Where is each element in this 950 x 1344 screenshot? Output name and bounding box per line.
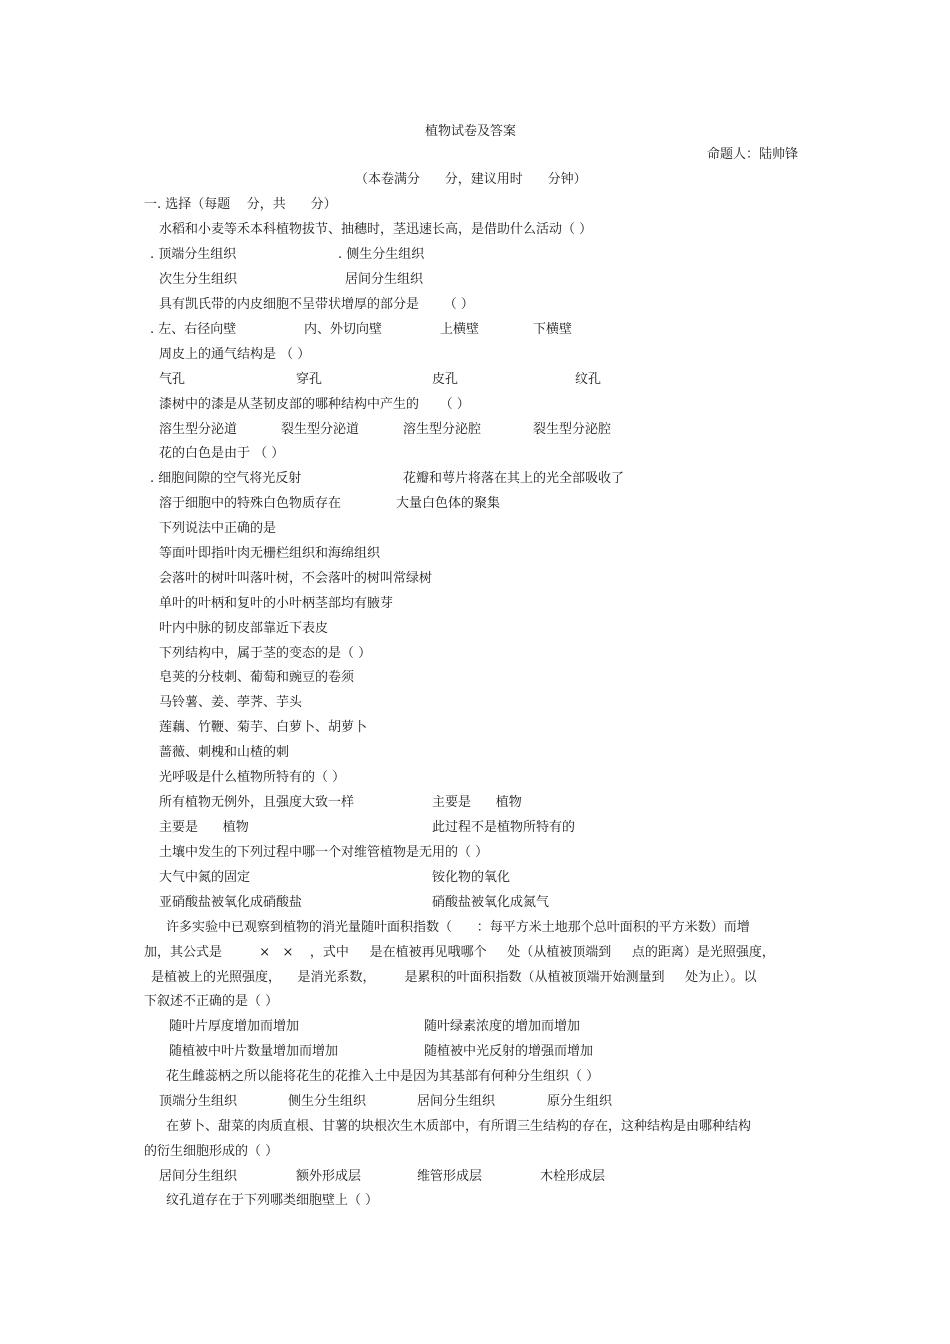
question-stem: 下列说法中正确的是 <box>159 521 277 536</box>
question-stem: 花的白色是由于 （ ） <box>159 446 285 461</box>
option-a: 顶端分生组织 <box>159 1094 238 1109</box>
question-stem-line: 下叙述不正确的是（ ） <box>144 994 279 1009</box>
option-d: 纹孔 <box>575 372 602 387</box>
option-d: 大量白色体的聚集 <box>396 496 501 511</box>
document-title: 植物试卷及答案 <box>425 124 517 139</box>
option-d: 随植被中光反射的增强而增加 <box>424 1044 594 1059</box>
option-a: 大气中氮的固定 <box>159 870 251 885</box>
option-c: 主要是 植物 <box>159 820 249 835</box>
question-stem: 水稻和小麦等禾本科植物拔节、抽穗时，茎迅速长高，是借助什么活动（ ） <box>159 222 593 237</box>
option-b: 侧生分生组织 <box>288 1094 367 1109</box>
option-c: 上横壁 <box>440 322 480 337</box>
option-d: 裂生型分泌腔 <box>533 422 612 437</box>
option-a: 皂荚的分枝刺、葡萄和豌豆的卷须 <box>159 670 355 685</box>
question-stem: 周皮上的通气结构是 （ ） <box>159 347 311 362</box>
option-a: . 顶端分生组织 <box>150 247 237 262</box>
option-b: 会落叶的树叶叫落叶树，不会落叶的树叫常绿树 <box>159 571 433 586</box>
question-stem: 漆树中的漆是从茎韧皮部的哪种结构中产生的 （ ） <box>159 397 470 412</box>
option-c: 次生分生组织 <box>159 272 238 287</box>
option-b: 花瓣和萼片将落在其上的光全部吸收了 <box>403 471 625 486</box>
option-a: 居间分生组织 <box>159 1169 238 1184</box>
option-a: 所有植物无例外，且强度大致一样 <box>159 795 355 810</box>
option-a: . 左、右径向壁 <box>150 322 237 337</box>
option-a: . 细胞间隙的空气将光反射 <box>150 471 302 486</box>
question-stem-line: 是植被上的光照强度， 是消光系数， 是累积的叶面积指数（从植被顶端开始测量到 处为止）。以 <box>151 970 757 985</box>
option-b: 随叶绿素浓度的增加而增加 <box>424 1019 581 1034</box>
option-b: 马铃薯、姜、荸荠、芋头 <box>159 695 303 710</box>
option-c: 亚硝酸盐被氧化成硝酸盐 <box>159 895 303 910</box>
option-c: 皮孔 <box>432 372 459 387</box>
question-stem: 光呼吸是什么植物所特有的（ ） <box>159 770 346 785</box>
option-d: 硝酸盐被氧化成氮气 <box>432 895 550 910</box>
option-d: 叶内中脉的韧皮部靠近下表皮 <box>159 621 329 636</box>
option-d: 木栓形成层 <box>540 1169 606 1184</box>
author-line: 命题人：陆帅锋 <box>707 147 799 162</box>
question-stem-line: 在萝卜、甜菜的肉质直根、甘薯的块根次生木质部中，有所谓三生结构的存在，这种结构是由哪种结构 <box>166 1119 752 1134</box>
option-d: 居间分生组织 <box>345 272 424 287</box>
option-b: 铵化物的氧化 <box>432 870 511 885</box>
option-a: 溶生型分泌道 <box>159 422 238 437</box>
question-stem: 土壤中发生的下列过程中哪一个对维管植物是无用的（ ） <box>159 845 489 860</box>
option-a: 随叶片厚度增加而增加 <box>169 1019 300 1034</box>
option-b: . 侧生分生组织 <box>338 247 425 262</box>
option-b: 主要是 植物 <box>432 795 522 810</box>
option-d: 此过程不是植物所特有的 <box>432 820 576 835</box>
question-stem: 下列结构中，属于茎的变态的是（ ） <box>159 646 372 661</box>
section-heading: 一. 选择（每题 分，共 分） <box>144 197 337 212</box>
option-c: 溶于细胞中的特殊白色物质存在 <box>159 496 342 511</box>
option-a: 等面叶即指叶肉无栅栏组织和海绵组织 <box>159 546 381 561</box>
question-stem: 具有凯氏带的内皮细胞不呈带状增厚的部分是 （ ） <box>159 297 474 312</box>
option-c: 单叶的叶柄和复叶的小叶柄茎部均有腋芽 <box>159 596 394 611</box>
option-b: 内、外切向壁 <box>304 322 383 337</box>
option-b: 裂生型分泌道 <box>281 422 360 437</box>
option-b: 穿孔 <box>296 372 323 387</box>
option-b: 额外形成层 <box>296 1169 362 1184</box>
option-c: 溶生型分泌腔 <box>403 422 482 437</box>
question-stem-line: 许多实验中已观察到植物的消光量随叶面积指数（ ：每平方米土地那个总叶面积的平方米数）而增 <box>166 920 750 935</box>
option-d: 下横壁 <box>533 322 573 337</box>
question-stem-line: 的衍生细胞形成的（ ） <box>144 1144 279 1159</box>
exam-note: （本卷满分 分，建议用时 分钟） <box>355 172 587 187</box>
option-c: 莲藕、竹鞭、菊芋、白萝卜、胡萝卜 <box>159 720 368 735</box>
question-stem-line: 加，其公式是 × × ，式中 是在植被再见哦哪个 处（从植被顶端到 点的距离）是光照强度， <box>144 945 775 960</box>
option-d: 蔷薇、刺槐和山楂的刺 <box>159 745 290 760</box>
question-stem: 花生雌蕊柄之所以能将花生的花推入土中是因为其基部有何种分生组织（ ） <box>166 1069 600 1084</box>
option-c: 维管形成层 <box>417 1169 483 1184</box>
option-c: 居间分生组织 <box>417 1094 496 1109</box>
option-d: 原分生组织 <box>547 1094 613 1109</box>
option-a: 气孔 <box>159 372 186 387</box>
question-stem: 纹孔道存在于下列哪类细胞壁上（ ） <box>166 1193 379 1208</box>
option-c: 随植被中叶片数量增加而增加 <box>169 1044 339 1059</box>
